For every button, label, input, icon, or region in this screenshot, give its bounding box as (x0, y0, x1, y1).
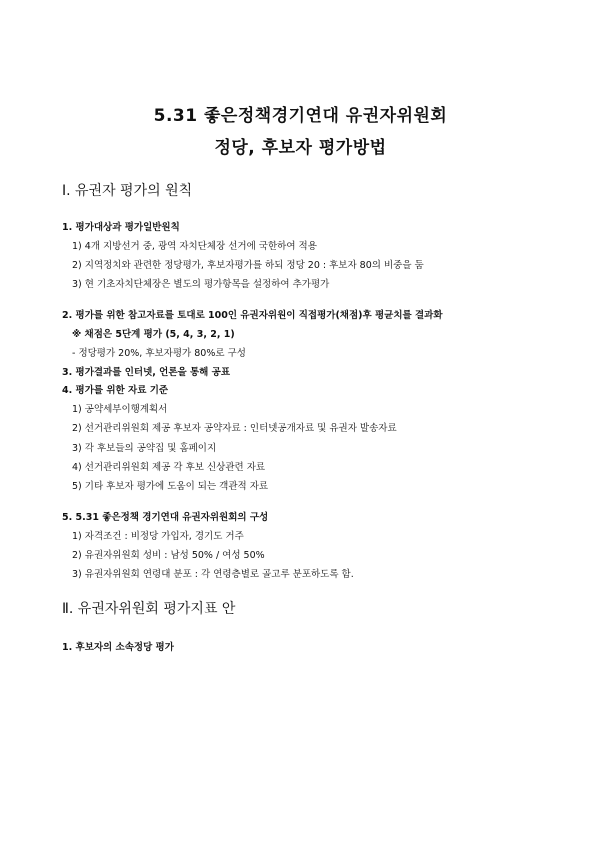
section-2-heading: Ⅱ. 유권자위원회 평가지표 안 (62, 601, 236, 617)
list-item: 4. 평가를 위한 자료 기준 (62, 385, 169, 396)
document-title: 5.31 좋은정책경기연대 유권자위원회 (153, 106, 448, 126)
list-item: 2) 유권자위원회 성비 : 남성 50% / 여성 50% (72, 550, 265, 561)
list-item: 1) 공약세부이행계획서 (72, 404, 168, 415)
list-item: 5) 기타 후보자 평가에 도움이 되는 객관적 자료 (72, 481, 269, 492)
list-item: 5. 5.31 좋은정책 경기연대 유권자위원회의 구성 (62, 512, 269, 523)
list-item: 3) 각 후보들의 공약집 및 홈페이지 (72, 443, 217, 454)
document-subtitle: 정당, 후보자 평가방법 (214, 138, 387, 158)
list-item: 1) 자격조건 : 비정당 가입자, 경기도 거주 (72, 531, 244, 542)
list-item: 1. 평가대상과 평가일반원칙 (62, 222, 180, 233)
section-1-heading: Ⅰ. 유권자 평가의 원칙 (62, 183, 193, 199)
list-item: 1. 후보자의 소속정당 평가 (62, 642, 174, 653)
list-item: 1) 4개 지방선거 중, 광역 자치단체장 선거에 국한하여 적용 (72, 241, 317, 252)
list-item: 2) 선거관리위원회 제공 후보자 공약자료 : 인터넷공개자료 및 유권자 발송자료 (72, 423, 397, 434)
list-item: 2) 지역정치와 관련한 정당평가, 후보자평가를 하되 정당 20 : 후보자 80의 비중을 둠 (72, 260, 424, 271)
list-item: 3) 현 기초자치단체장은 별도의 평가항목을 설정하여 추가평가 (72, 279, 330, 290)
list-item: 2. 평가를 위한 참고자료를 토대로 100인 유권자위원이 직접평가(채점)후 평균치를 결과화 (62, 310, 443, 321)
list-item: 4) 선거관리위원회 제공 각 후보 신상관련 자료 (72, 462, 266, 473)
list-item: 3. 평가결과를 인터넷, 언론을 통해 공표 (62, 367, 231, 378)
list-item: ※ 채점은 5단계 평가 (5, 4, 3, 2, 1) (72, 329, 235, 340)
list-item: 3) 유권자위원회 연령대 분포 : 각 연령층별로 골고루 분포하도록 함. (72, 569, 354, 580)
list-item: - 정당평가 20%, 후보자평가 80%로 구성 (72, 348, 246, 359)
